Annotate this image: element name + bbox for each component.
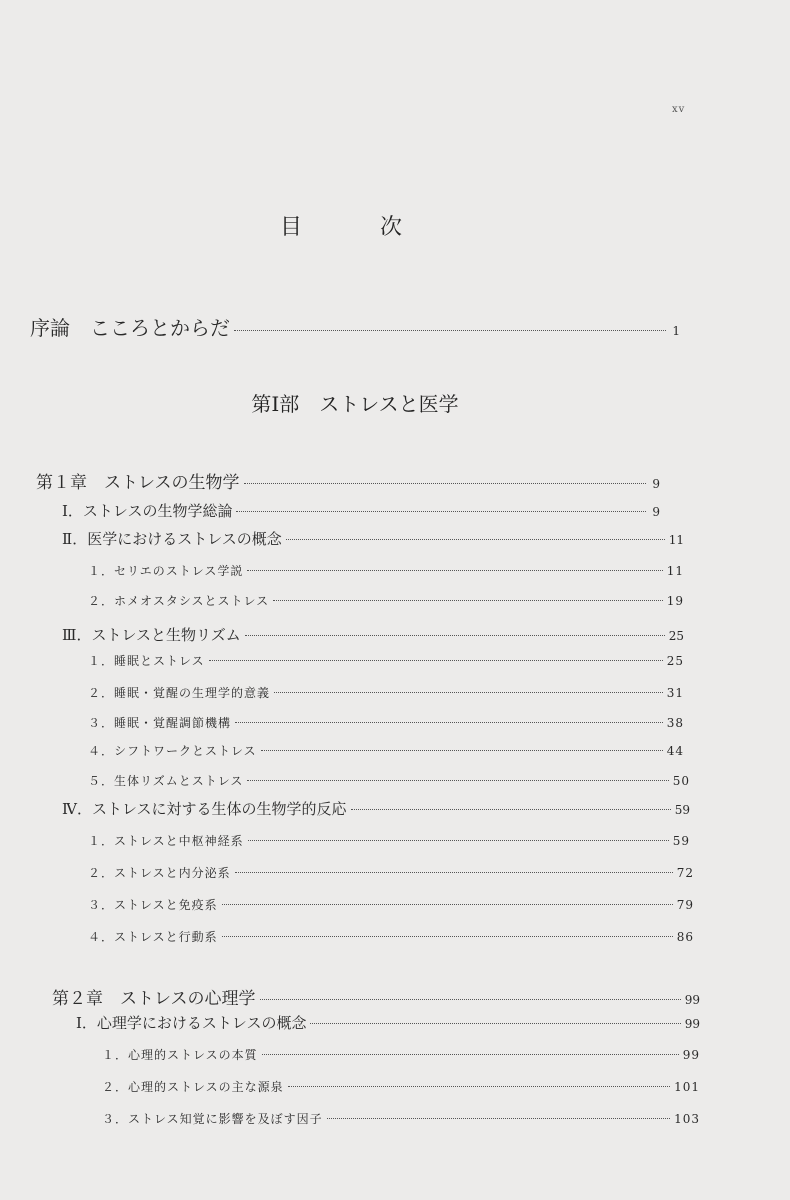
leader-dots [262,1054,679,1055]
toc-entry-item[interactable] [88,684,684,701]
toc-entry-label: ２．心理的ストレスの主な源泉 [102,1080,284,1094]
toc-entry-label: ４．シフトワークとストレス [88,744,257,758]
toc-page-number: 99 [684,993,700,1007]
toc-page-number: 1 [672,324,680,338]
toc-page-number: 72 [676,866,694,880]
toc-entry-label: ５．生体リズムとストレス [88,774,244,788]
toc-entry-label: Ⅳ．ストレスに対する生体の生物学的反応 [62,800,347,818]
leader-dots [327,1118,670,1119]
part-heading: 第Ⅰ部 ストレスと医学 [251,392,459,416]
leader-dots [260,999,681,1000]
toc-entry-label: ４．ストレスと行動系 [88,930,218,944]
toc-entry-label: Ⅲ．ストレスと生物リズム [62,626,241,644]
toc-entry-item[interactable] [102,1110,700,1127]
leader-dots [273,600,663,601]
toc-entry-label: ３．ストレスと免疫系 [88,898,218,912]
toc-entry-label: 第２章 ストレスの心理学 [52,989,256,1009]
toc-entry-item[interactable] [102,1078,700,1095]
toc-entry-item[interactable] [88,864,694,881]
page-number: xv [672,104,686,115]
toc-entry-label: ２．睡眠・覚醒の生理学的意義 [88,686,271,700]
toc-entry-item[interactable] [88,742,684,759]
toc-title: 目 次 [279,215,430,240]
leader-dots [245,635,665,636]
toc-page-number: 79 [676,898,694,912]
toc-entry-section[interactable] [76,1012,700,1033]
toc-entry-label: １．心理的ストレスの本質 [102,1048,258,1062]
leader-dots [235,872,673,873]
toc-page-number: 50 [672,774,690,788]
toc-page-number: 86 [676,930,694,944]
toc-page-number: 38 [666,716,684,730]
leader-dots [286,539,665,540]
toc-entry-intro[interactable] [30,312,680,341]
toc-entry-item[interactable] [88,772,690,789]
toc-entry-section[interactable] [62,528,684,549]
leader-dots [234,330,666,331]
leader-dots [244,483,647,484]
toc-entry-label: １．ストレスと中枢神経系 [88,834,244,848]
toc-entry-item[interactable] [88,652,684,669]
toc-page-number: 103 [674,1112,700,1126]
toc-entry-label: １．セリエのストレス学説 [88,564,244,578]
leader-dots [261,750,663,751]
toc-page-number: 9 [652,477,660,491]
toc-entry-label: ３．ストレス知覚に影響を及ぼす因子 [102,1112,323,1126]
leader-dots [222,936,673,937]
toc-page-number: 59 [674,803,690,817]
toc-entry-label: Ⅰ．ストレスの生物学総論 [62,502,233,520]
toc-entry-section[interactable] [62,798,690,819]
toc-entry-label: １．睡眠とストレス [88,654,205,668]
leader-dots [222,904,673,905]
toc-entry-label: 第１章 ストレスの生物学 [36,473,240,493]
leader-dots [247,780,668,781]
toc-entry-item[interactable] [88,714,684,731]
toc-entry-item[interactable] [88,896,694,913]
toc-page-number: 101 [674,1080,700,1094]
toc-page-number: 9 [652,505,660,519]
toc-entry-label: ３．睡眠・覚醒調節機構 [88,716,232,730]
leader-dots [274,692,663,693]
toc-entry-section[interactable] [62,624,684,645]
leader-dots [209,660,663,661]
toc-page-number: 99 [682,1048,700,1062]
leader-dots [235,722,663,723]
leader-dots [236,511,646,512]
toc-page-number: 99 [684,1017,700,1031]
toc-page-number: 31 [666,686,684,700]
toc-entry-chapter[interactable] [36,468,660,493]
toc-page-number: 25 [666,654,684,668]
leader-dots [248,840,669,841]
leader-dots [247,570,662,571]
toc-entry-item[interactable] [88,832,690,849]
toc-entry-label: 序論 こころとからだ [30,316,230,340]
toc-page-number: 11 [666,564,684,578]
toc-page-number: 19 [666,594,684,608]
toc-entry-item[interactable] [88,562,684,579]
leader-dots [351,809,671,810]
toc-page-number: 59 [672,834,690,848]
toc-entry-label: Ⅱ．医学におけるストレスの概念 [62,530,282,548]
leader-dots [288,1086,670,1087]
toc-entry-label: ２．ストレスと内分泌系 [88,866,231,880]
toc-entry-item[interactable] [88,928,694,945]
toc-entry-item[interactable] [102,1046,700,1063]
toc-entry-item[interactable] [88,592,684,609]
toc-entry-section[interactable] [62,500,660,521]
toc-page-number: 25 [668,629,684,643]
toc-entry-label: Ⅰ．心理学におけるストレスの概念 [76,1014,307,1032]
toc-entry-label: ２．ホメオスタシスとストレス [88,594,270,608]
toc-page-number: 44 [666,744,684,758]
toc-entry-chapter[interactable] [52,984,700,1009]
leader-dots [310,1023,680,1024]
toc-page-number: 11 [668,533,684,547]
